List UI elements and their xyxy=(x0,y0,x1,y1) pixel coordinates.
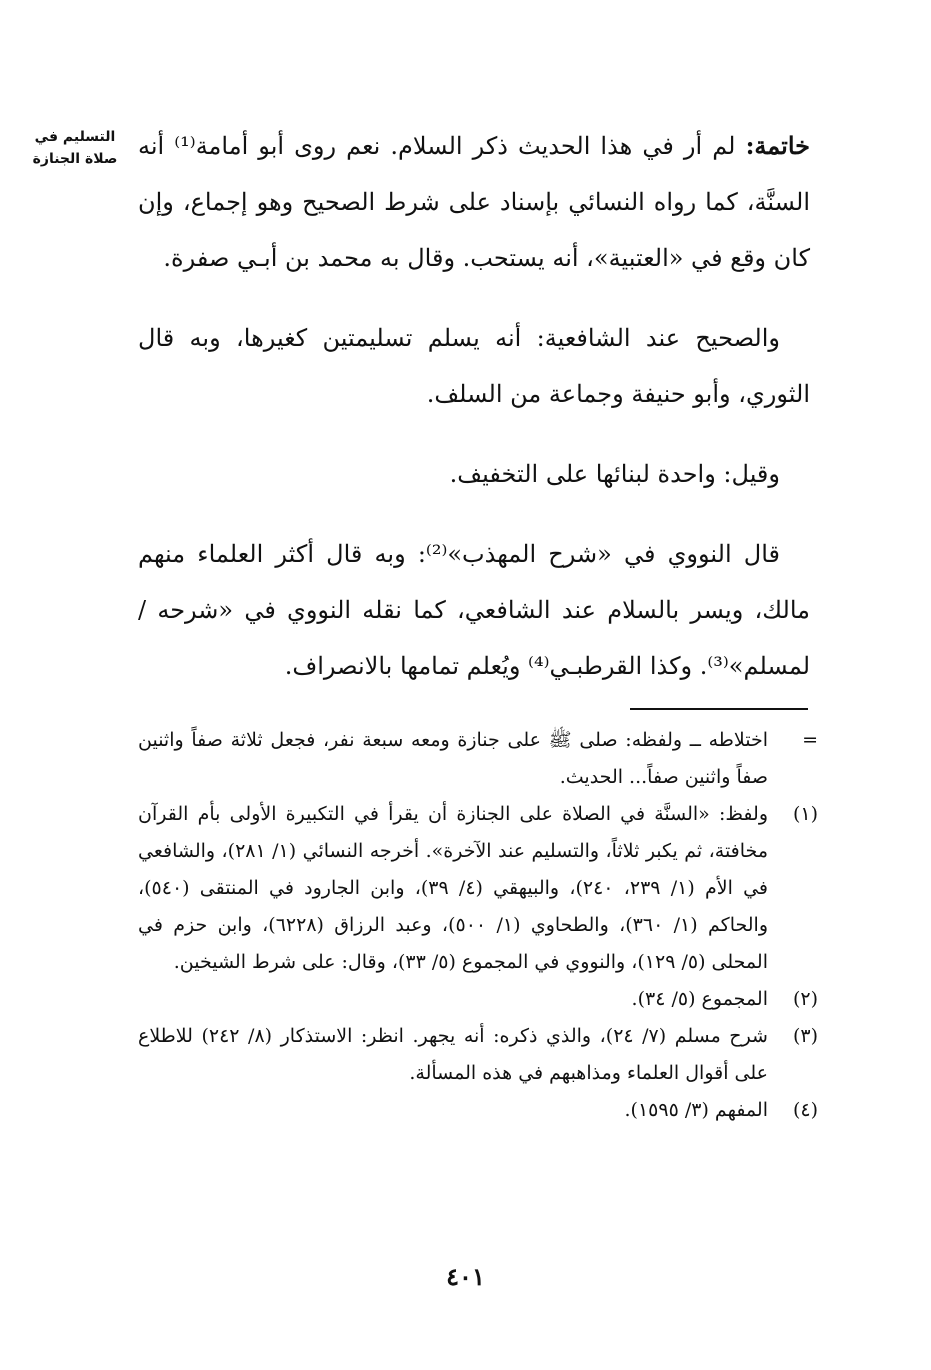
footnote-continuation-text: اختلاطه ــ ولفظه: صلى ﷺ على جنازة ومعه سبعة نفر، فجعل ثلاثة صفاً واثنين صفاً واثنين صفاً... الحديث. xyxy=(138,729,768,788)
footnote-3 xyxy=(138,1018,818,1092)
paragraph-conclusion xyxy=(138,118,810,286)
page-number: ٤٠١ xyxy=(446,1262,485,1291)
footnote-divider xyxy=(630,708,808,710)
footnote-3-text: شرح مسلم (٧/ ٢٤)، والذي ذكره: أنه يجهر. انظر: الاستذكار (٨/ ٢٤٢) للاطلاع على أقوال العلماء ومذاهبهم في هذه المسألة. xyxy=(138,1025,768,1084)
footnote-2-number: (٢) xyxy=(792,988,818,1010)
margin-note xyxy=(20,126,130,170)
conclusion-lead: خاتمة: xyxy=(745,131,810,160)
footnotes xyxy=(138,722,818,1129)
margin-note-line-1: التسليم في xyxy=(34,129,116,145)
margin-note-line-2: صلاة الجنازة xyxy=(32,151,118,167)
footnote-4 xyxy=(138,1092,818,1129)
footnote-continuation xyxy=(138,722,818,796)
footnote-3-number: (٣) xyxy=(792,1025,818,1047)
paragraph-single-salam: وقيل: واحدة لبنائها على التخفيف. xyxy=(449,460,780,488)
footnote-4-text: المفهم (٣/ ١٥٩٥). xyxy=(624,1099,768,1121)
footnote-1 xyxy=(138,796,818,981)
paragraph-shafii: والصحيح عند الشافعية: أنه يسلم تسليمتين كغيرها، وبه قال الثوري، وأبو حنيفة وجماعة من السلف. xyxy=(138,324,810,408)
footnote-continuation-marker: = xyxy=(802,729,818,751)
footnote-1-number: (١) xyxy=(792,803,818,825)
footnote-4-number: (٤) xyxy=(792,1099,818,1121)
main-text xyxy=(138,118,810,718)
conclusion-text: لم أر في هذا الحديث ذكر السلام. نعم روى أبو أمامة⁽¹⁾ أنه السنَّة، كما رواه النسائي بإسناد على شرط الصحيح وهو إجماع، وإن كان وقع في «العتبية»، أنه يستحب. وقال به محمد بن أبـي صفرة. xyxy=(138,132,810,272)
paragraph-nawawi: قال النووي في «شرح المهذب»⁽²⁾: وبه قال أكثر العلماء منهم مالك، ويسر بالسلام عند الشافعي، كما نقله النووي في «شرحه / لمسلم»⁽³⁾. وكذا القرطبـي⁽⁴⁾ ويُعلم تمامها بالانصراف. xyxy=(138,540,810,680)
footnote-1-text: ولفظ: «السنَّة في الصلاة على الجنازة أن يقرأ في التكبيرة الأولى بأم القرآن مخافتة، ثم يكبر ثلاثاً، والتسليم عند الآخرة». أخرجه النسائي (١/ ٢٨١)، والشافعي في الأم (١/ ٢٣٩، ٢٤٠)، والبيهقي (٤/ ٣٩)، وابن الجارود في المنتقى (٥٤٠)، والحاكم (١/ ٣٦٠)، والطحاوي (١/ ٥٠٠)، وعبد الرزاق (٦٢٢٨)، وابن حزم في المحلى (٥/ ١٢٩)، والنووي في المجموع (٥/ ٣٣)، وقال: على شرط الشيخين. xyxy=(138,803,768,973)
footnote-2-text: المجموع (٥/ ٣٤). xyxy=(631,988,768,1010)
footnote-2 xyxy=(138,981,818,1018)
